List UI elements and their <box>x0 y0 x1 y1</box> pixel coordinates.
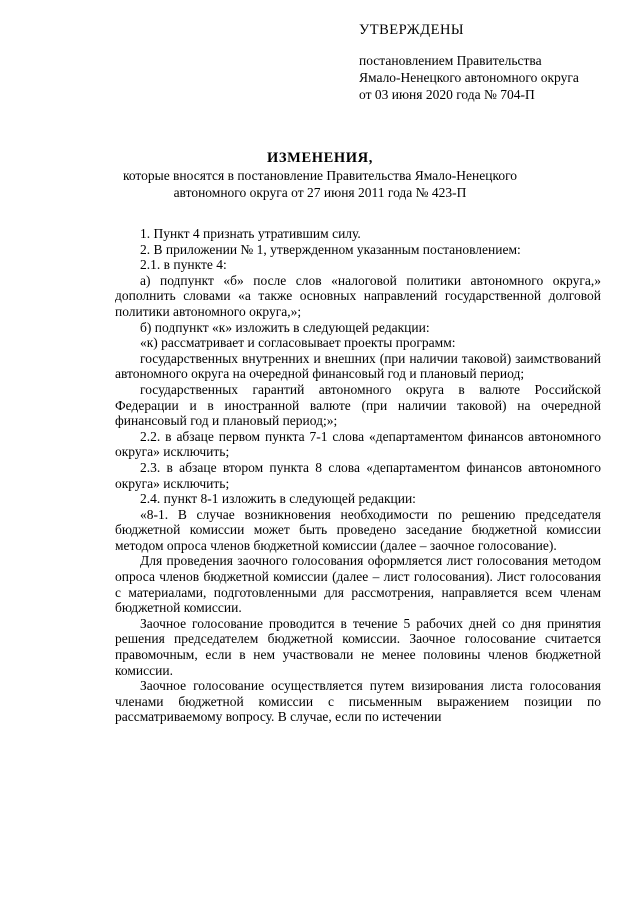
paragraph-3: 2.1. в пункте 4: <box>140 257 227 273</box>
approval-stamp <box>359 22 629 103</box>
approval-line-1: постановлением Правительства <box>359 53 542 68</box>
document-body <box>115 226 601 725</box>
paragraph-15: Заочное голосование осуществляется путем визирования листа голосования членами бюджетной комиссии с письменным выражением позиции по рассматриваемому вопросу. В случае, если по истечении <box>115 678 601 725</box>
title-subtitle-line-1: которые вносятся в постановление Правительства Ямало-Ненецкого <box>122 168 518 183</box>
paragraph-4: а) подпункт «б» после слов «налоговой политики автономного округа,» дополнить словами «а также основных направлений государственной долговой политики автономного округа,»; <box>115 272 601 319</box>
paragraph-13: Для проведения заочного голосования оформляется лист голосования методом опроса членов бюджетной комиссии (далее – лист голосования). Лист голосования с материалами, подготовленными для рассмотрения, направляется всем членам бюджетной комиссии. <box>115 553 601 616</box>
paragraph-14: Заочное голосование проводится в течение 5 рабочих дней со дня принятия решения председателем бюджетной комиссии. Заочное голосование считается правомочным, если в нем участвовали не менее половины членов бюджетной комиссии. <box>115 615 601 678</box>
approval-line-3: от 03 июня 2020 года № 704-П <box>359 87 535 102</box>
paragraph-1: 1. Пункт 4 признать утратившим силу. <box>140 226 361 241</box>
paragraph-5: б) подпункт «к» изложить в следующей редакции: <box>140 319 430 335</box>
approval-heading: УТВЕРЖДЕНЫ <box>359 22 465 38</box>
title-main: ИЗМЕНЕНИЯ, <box>267 150 373 166</box>
approval-line-2: Ямало-Ненецкого автономного округа <box>359 70 579 85</box>
paragraph-8: государственных гарантий автономного округа в валюте Российской Федерации и в иностранной валюте (при наличии таковой) на очередной финансовый год и плановый период;»; <box>115 381 601 429</box>
paragraph-12: «8-1. В случае возникновения необходимости по решению председателя бюджетной комиссии может быть проведено заседание бюджетной комиссии методом опроса членов бюджетной комиссии (далее – заочное голосование). <box>115 506 601 553</box>
paragraph-9: 2.2. в абзаце первом пункта 7-1 слова «департаментом финансов автономного округа» исключить; <box>115 428 601 460</box>
paragraph-2: 2. В приложении № 1, утвержденном указанным постановлением: <box>140 241 521 257</box>
paragraph-10: 2.3. в абзаце втором пункта 8 слова «департаментом финансов автономного округа» исключить; <box>115 459 601 491</box>
title-subtitle-line-2: автономного округа от 27 июня 2011 года № 423-П <box>173 185 467 200</box>
paragraph-11: 2.4. пункт 8-1 изложить в следующей редакции: <box>140 491 416 507</box>
paragraph-7: государственных внутренних и внешних (при наличии таковой) заимствований автономного округа на очередной финансовый год и плановый период; <box>115 350 601 382</box>
document-title <box>80 149 560 201</box>
paragraph-6: «к) рассматривает и согласовывает проекты программ: <box>140 335 456 351</box>
